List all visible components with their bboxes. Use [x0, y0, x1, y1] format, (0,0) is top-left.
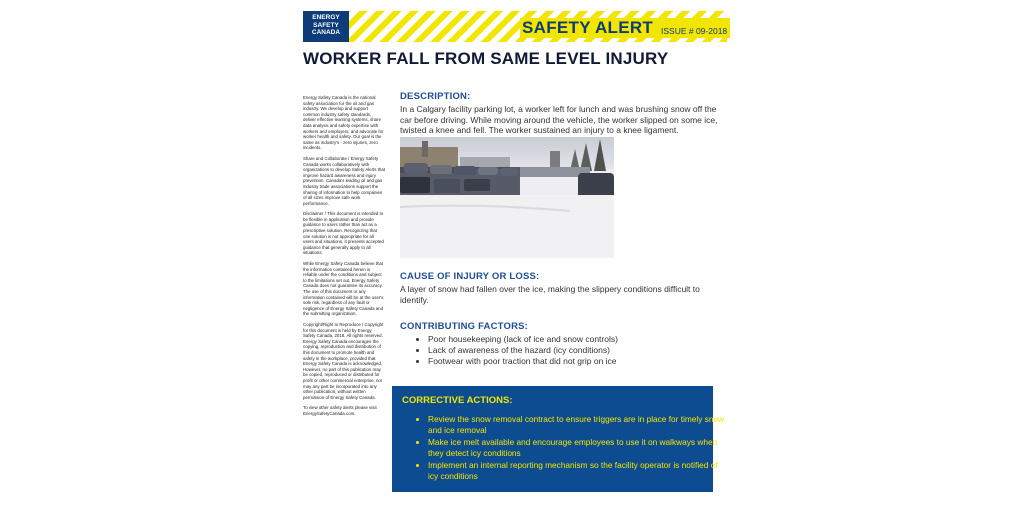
issue-number: ISSUE # 09-2018	[661, 26, 728, 36]
sidebar-about: Energy Safety Canada is the national safety association for the oil and gas industry. We develop and support common industry safety standards, deliver effective learning systems, share data analysis and safety expertise with workers and employers, and advocate for worker health and safety. Our goal is the same as industry's - zero injuries, zero incidents.	[303, 95, 384, 151]
description-text: In a Calgary facility parking lot, a worker left for lunch and was brushing snow off the car before driving. While moving around the vehicle, the worker slipped on some ice, twisted a knee and fell. The worker sustained an injury to a knee ligament.	[400, 104, 718, 135]
logo-line-1: ENERGY	[312, 14, 340, 21]
snowy-parking-lot-image	[400, 137, 614, 258]
corrective-heading: CORRECTIVE ACTIONS:	[402, 395, 513, 406]
cause-heading: CAUSE OF INJURY OR LOSS:	[400, 271, 540, 282]
sidebar-copyright: Copyright/Right to Reproduce / Copyright for this document is held by Energy Safety Canada, 2018. All rights reserved. Energy Safety Canada encourages the copying, reproduction and distribution of this document to promote health and safety in the workplace, provided that Energy Safety Canada is acknowledged. However, no part of this publication may be copied, reproduced or distributed for profit or other commercial enterprise, nor may any part be incorporated into any other publication, without written permission of Energy Safety Canada.	[303, 321, 384, 400]
energy-safety-canada-logo	[303, 11, 349, 42]
parking-lot-photo	[400, 137, 614, 258]
list-item: • Review the snow removal contract to ensure triggers are in place for timely snow and ice removal	[428, 414, 728, 436]
sidebar-disclaimer	[303, 95, 385, 421]
sidebar-disclaimer-text: Disclaimer / This document is intended to be flexible in application and provide guidance to users rather than act as a prescriptive solution. Recognizing that one solution is not appropriate for all users and situations, it presents accepted guidance that generally apply to all situations.	[303, 211, 384, 256]
logo-line-2: SAFETY	[313, 21, 339, 29]
logo-line-3: CANADA	[311, 29, 341, 37]
cause-text: A layer of snow had fallen over the ice, making the slippery conditions difficult to identify.	[400, 284, 700, 305]
list-item: • Implement an internal reporting mechanism so the facility operator is notified of icy conditions	[428, 460, 728, 482]
alert-title: SAFETY ALERT	[522, 18, 654, 37]
sidebar-share: Share and Collaborate / Energy Safety Canada works collaboratively with organizations to develop Safety Alerts that improve hazard awareness and injury prevention. Canada's leading oil and gas industry trade associations support the sharing of information to help companies of all sizes improve safe work performance.	[303, 155, 386, 206]
list-item: • Make ice melt available and encourage employees to use it on walkways when they detect icy conditions	[428, 437, 728, 459]
list-item: • Lack of awareness of the hazard (icy conditions)	[428, 345, 618, 356]
sidebar-visit: To view other safety alerts please visit EnergySafetyCanada.com.	[303, 405, 377, 416]
page-title: WORKER FALL FROM SAME LEVEL INJURY	[303, 49, 669, 68]
factors-list	[400, 334, 618, 367]
list-item: • Footwear with poor traction that did not grip on ice	[428, 356, 618, 367]
corrective-list	[402, 414, 728, 483]
factors-heading: CONTRIBUTING FACTORS:	[400, 321, 529, 332]
description-heading: DESCRIPTION:	[400, 91, 471, 102]
sidebar-liability: While Energy Safety Canada believe that the information contained herein is reliable under the conditions and subject to the limitations set out, Energy Safety Canada does not guarantee its accuracy. The use of this document or any information contained will be at the user's sole risk, regardless of any fault or negligence of Energy Safety Canada and the submitting organization.	[303, 261, 384, 317]
list-item: • Poor housekeeping (lack of ice and snow controls)	[428, 334, 618, 345]
